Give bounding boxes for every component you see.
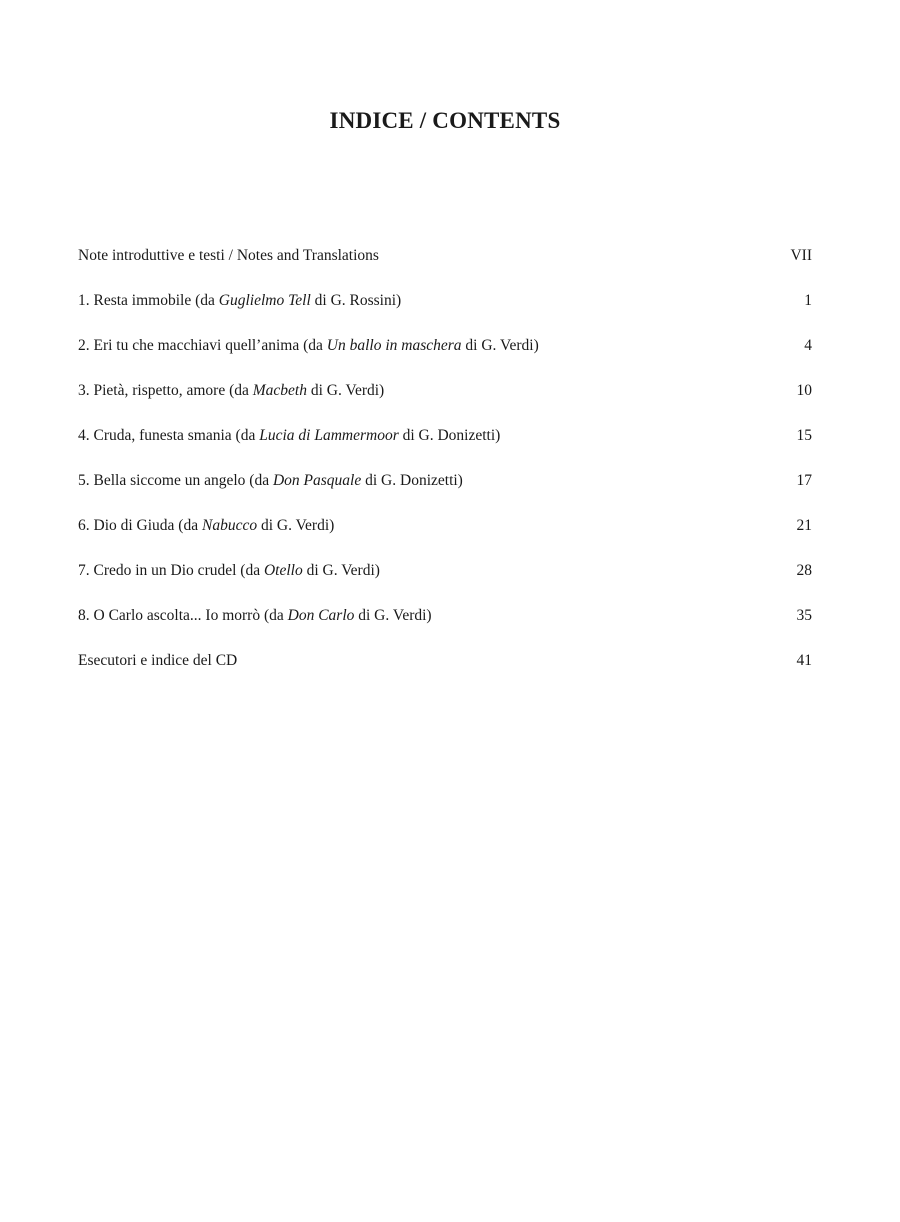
toc-entry-title-suffix: di G. Verdi)	[257, 517, 335, 534]
toc-entry-title	[78, 652, 237, 670]
toc-entry-title	[78, 337, 539, 355]
toc-entry-page-number: 41	[796, 652, 812, 669]
toc-entry-title-text: 1. Resta immobile (da	[78, 292, 219, 309]
toc-entry-title	[78, 427, 500, 445]
toc-entry-page-number: 1	[804, 292, 812, 309]
toc-entry-title	[78, 517, 334, 535]
table-of-contents	[78, 247, 812, 697]
toc-entry-opera-title: Otello	[263, 562, 303, 579]
toc-entry-opera-title: Don Pasquale	[272, 472, 362, 489]
toc-entry-title-text: 7. Credo in un Dio crudel (da	[78, 562, 264, 579]
toc-entry-title-text: 5. Bella siccome un angelo (da	[78, 472, 273, 489]
toc-entry-performers-cd[interactable]	[78, 652, 812, 697]
toc-entry-page-number: VII	[790, 247, 812, 264]
toc-entry-opera-title: Don Carlo	[287, 607, 355, 624]
toc-entry-page-number: 21	[796, 517, 812, 534]
toc-entry-title	[78, 382, 384, 400]
toc-entry-opera-title: Macbeth	[252, 382, 307, 399]
toc-entry-opera-title: Lucia di Lammermoor	[259, 427, 399, 444]
toc-entry-4[interactable]	[78, 427, 812, 472]
toc-entry-title-text: Esecutori e indice del CD	[78, 652, 238, 669]
toc-entry-title-suffix: di G. Donizetti)	[361, 472, 463, 489]
toc-entry-title	[78, 607, 432, 625]
toc-entry-page-number: 17	[796, 472, 812, 489]
toc-entry-2[interactable]	[78, 337, 812, 382]
toc-entry-title-text: Note introduttive e testi / Notes and Translations	[78, 247, 379, 264]
toc-entry-title-text: 2. Eri tu che macchiavi quell’anima (da	[78, 337, 327, 354]
toc-entry-3[interactable]	[78, 382, 812, 427]
toc-entry-title-text: 3. Pietà, rispetto, amore (da	[78, 382, 253, 399]
toc-entry-page-number: 4	[804, 337, 812, 354]
toc-entry-title	[78, 472, 463, 490]
toc-entry-title	[78, 562, 380, 580]
toc-entry-1[interactable]	[78, 292, 812, 337]
toc-entry-title-suffix: di G. Verdi)	[302, 562, 380, 579]
toc-entry-opera-title: Un ballo in maschera	[326, 337, 462, 354]
toc-entry-page-number: 10	[796, 382, 812, 399]
toc-entry-5[interactable]	[78, 472, 812, 517]
toc-entry-title-suffix: di G. Rossini)	[310, 292, 402, 309]
toc-entry-title	[78, 292, 401, 310]
toc-entry-title	[78, 247, 379, 265]
toc-entry-title-suffix: di G. Verdi)	[461, 337, 539, 354]
toc-entry-title-text: 6. Dio di Giuda (da	[78, 517, 202, 534]
toc-entry-6[interactable]	[78, 517, 812, 562]
toc-entry-7[interactable]	[78, 562, 812, 607]
toc-entry-opera-title: Guglielmo Tell	[218, 292, 311, 309]
toc-entry-notes[interactable]	[78, 247, 812, 292]
toc-entry-title-suffix: di G. Verdi)	[354, 607, 432, 624]
toc-entry-8[interactable]	[78, 607, 812, 652]
toc-entry-page-number: 28	[796, 562, 812, 579]
toc-entry-title-suffix: di G. Donizetti)	[398, 427, 501, 444]
page-title: INDICE / CONTENTS	[329, 108, 561, 133]
toc-entry-opera-title: Nabucco	[201, 517, 258, 534]
toc-entry-title-text: 8. O Carlo ascolta... Io morrò (da	[78, 607, 288, 624]
toc-entry-page-number: 35	[796, 607, 812, 624]
toc-entry-page-number: 15	[796, 427, 812, 444]
toc-entry-title-text: 4. Cruda, funesta smania (da	[78, 427, 260, 444]
toc-entry-title-suffix: di G. Verdi)	[307, 382, 385, 399]
